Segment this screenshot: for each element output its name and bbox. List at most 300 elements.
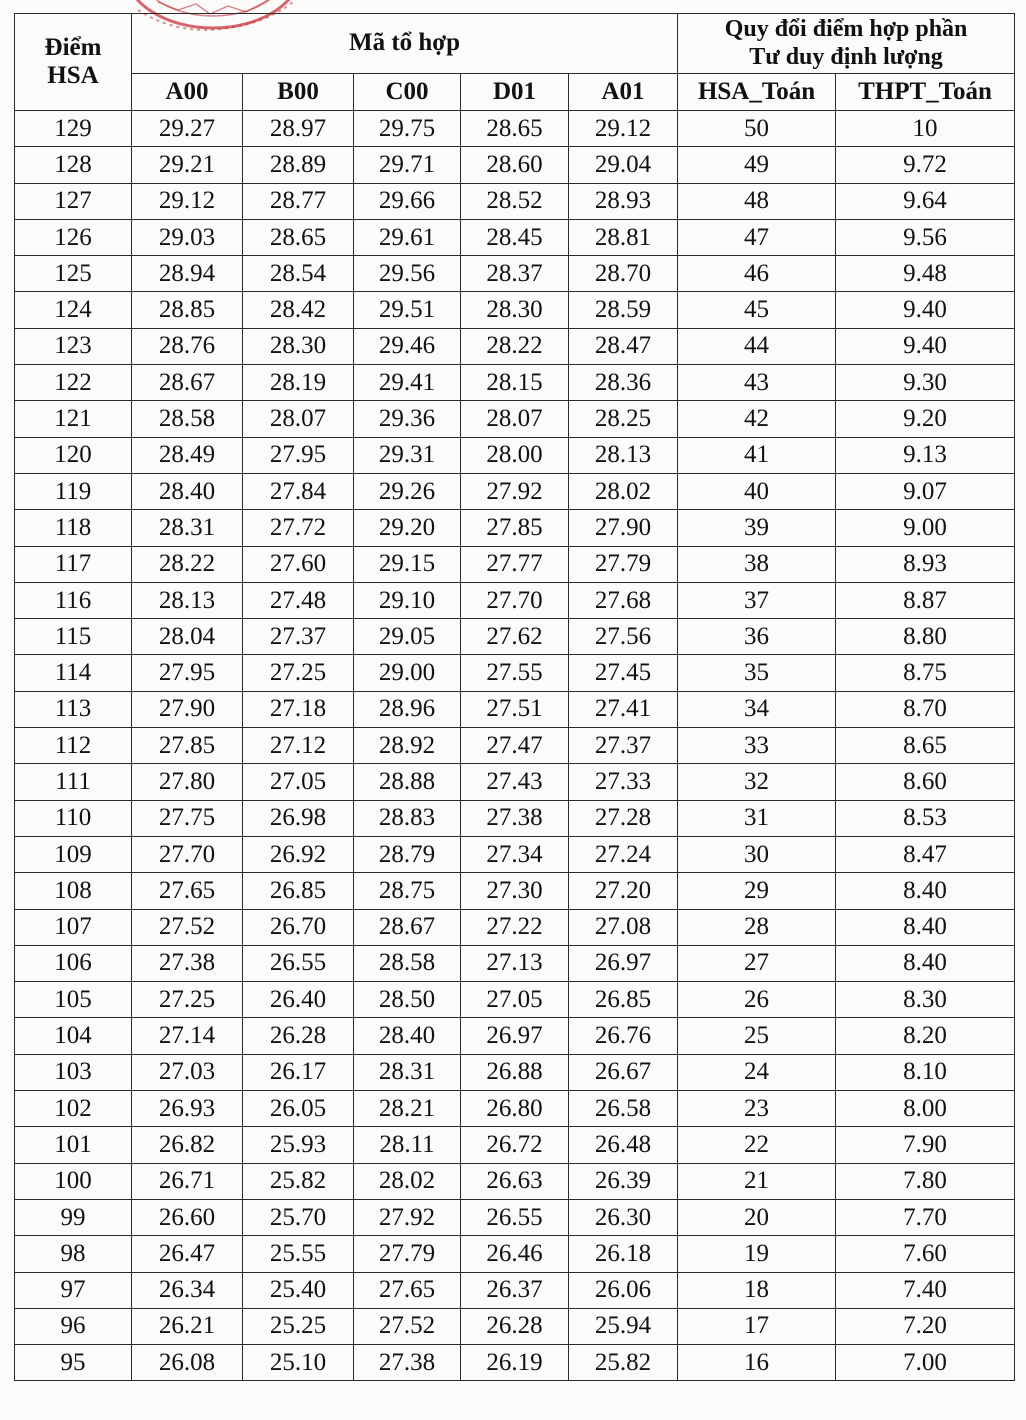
cell-d01: 27.70	[461, 582, 569, 618]
cell-thpt-toan: 10	[836, 111, 1015, 147]
table-row	[15, 691, 1015, 727]
cell-diem-hsa: 96	[15, 1308, 132, 1344]
cell-a00: 28.49	[132, 437, 243, 473]
cell-c00: 28.75	[354, 873, 461, 909]
cell-b00: 25.93	[243, 1127, 354, 1163]
cell-hsa-toan: 47	[678, 219, 836, 255]
cell-a01: 27.37	[569, 728, 678, 764]
cell-d01: 27.77	[461, 546, 569, 582]
cell-diem-hsa: 115	[15, 619, 132, 655]
cell-a01: 28.36	[569, 365, 678, 401]
cell-a00: 26.34	[132, 1272, 243, 1308]
cell-c00: 28.83	[354, 800, 461, 836]
cell-thpt-toan: 8.40	[836, 873, 1015, 909]
cell-c00: 28.92	[354, 728, 461, 764]
cell-a01: 28.02	[569, 473, 678, 509]
cell-hsa-toan: 18	[678, 1272, 836, 1308]
cell-b00: 26.28	[243, 1018, 354, 1054]
cell-b00: 27.48	[243, 582, 354, 618]
table-row	[15, 800, 1015, 836]
cell-d01: 28.00	[461, 437, 569, 473]
cell-c00: 27.65	[354, 1272, 461, 1308]
cell-diem-hsa: 100	[15, 1163, 132, 1199]
cell-hsa-toan: 16	[678, 1345, 836, 1381]
cell-d01: 27.51	[461, 691, 569, 727]
cell-diem-hsa: 121	[15, 401, 132, 437]
table-row	[15, 111, 1015, 147]
cell-diem-hsa: 108	[15, 873, 132, 909]
cell-a00: 28.85	[132, 292, 243, 328]
cell-c00: 29.10	[354, 582, 461, 618]
cell-c00: 29.51	[354, 292, 461, 328]
cell-hsa-toan: 17	[678, 1308, 836, 1344]
table-row	[15, 473, 1015, 509]
cell-b00: 28.54	[243, 256, 354, 292]
cell-b00: 28.97	[243, 111, 354, 147]
cell-thpt-toan: 9.48	[836, 256, 1015, 292]
cell-c00: 28.67	[354, 909, 461, 945]
cell-a00: 27.90	[132, 691, 243, 727]
cell-diem-hsa: 118	[15, 510, 132, 546]
header-col-thpt-toan: THPT_Toán	[836, 73, 1015, 110]
cell-a00: 27.38	[132, 945, 243, 981]
cell-a01: 28.59	[569, 292, 678, 328]
cell-d01: 26.46	[461, 1236, 569, 1272]
cell-a00: 26.21	[132, 1308, 243, 1344]
cell-b00: 28.77	[243, 183, 354, 219]
cell-hsa-toan: 50	[678, 111, 836, 147]
cell-c00: 28.21	[354, 1091, 461, 1127]
table-row	[15, 401, 1015, 437]
cell-c00: 29.15	[354, 546, 461, 582]
cell-c00: 28.40	[354, 1018, 461, 1054]
cell-c00: 29.66	[354, 183, 461, 219]
cell-a01: 27.45	[569, 655, 678, 691]
cell-hsa-toan: 26	[678, 982, 836, 1018]
cell-thpt-toan: 8.70	[836, 691, 1015, 727]
cell-d01: 28.65	[461, 111, 569, 147]
cell-d01: 27.22	[461, 909, 569, 945]
cell-a00: 27.14	[132, 1018, 243, 1054]
cell-b00: 26.70	[243, 909, 354, 945]
cell-diem-hsa: 129	[15, 111, 132, 147]
cell-b00: 25.40	[243, 1272, 354, 1308]
header-col-hsa-toan: HSA_Toán	[678, 73, 836, 110]
cell-a00: 28.94	[132, 256, 243, 292]
cell-hsa-toan: 34	[678, 691, 836, 727]
cell-thpt-toan: 9.07	[836, 473, 1015, 509]
cell-a01: 28.13	[569, 437, 678, 473]
cell-hsa-toan: 27	[678, 945, 836, 981]
cell-b00: 27.18	[243, 691, 354, 727]
cell-d01: 26.63	[461, 1163, 569, 1199]
cell-a01: 28.25	[569, 401, 678, 437]
table-row	[15, 1199, 1015, 1235]
cell-hsa-toan: 21	[678, 1163, 836, 1199]
table-row	[15, 1127, 1015, 1163]
cell-d01: 27.43	[461, 764, 569, 800]
cell-c00: 28.11	[354, 1127, 461, 1163]
cell-diem-hsa: 119	[15, 473, 132, 509]
cell-a00: 28.04	[132, 619, 243, 655]
cell-a01: 26.67	[569, 1054, 678, 1090]
cell-d01: 27.38	[461, 800, 569, 836]
cell-d01: 27.30	[461, 873, 569, 909]
cell-a00: 29.21	[132, 147, 243, 183]
cell-d01: 28.15	[461, 365, 569, 401]
cell-a01: 28.81	[569, 219, 678, 255]
cell-d01: 27.34	[461, 836, 569, 872]
cell-c00: 28.96	[354, 691, 461, 727]
cell-a00: 26.93	[132, 1091, 243, 1127]
cell-b00: 26.98	[243, 800, 354, 836]
cell-c00: 27.52	[354, 1308, 461, 1344]
cell-diem-hsa: 114	[15, 655, 132, 691]
cell-b00: 28.65	[243, 219, 354, 255]
table-row	[15, 256, 1015, 292]
table-row	[15, 873, 1015, 909]
cell-thpt-toan: 9.72	[836, 147, 1015, 183]
cell-thpt-toan: 8.60	[836, 764, 1015, 800]
cell-d01: 28.45	[461, 219, 569, 255]
cell-hsa-toan: 20	[678, 1199, 836, 1235]
cell-hsa-toan: 43	[678, 365, 836, 401]
cell-b00: 27.37	[243, 619, 354, 655]
cell-b00: 26.85	[243, 873, 354, 909]
cell-a01: 26.06	[569, 1272, 678, 1308]
cell-c00: 28.50	[354, 982, 461, 1018]
cell-b00: 28.89	[243, 147, 354, 183]
cell-hsa-toan: 35	[678, 655, 836, 691]
cell-b00: 27.95	[243, 437, 354, 473]
cell-c00: 28.88	[354, 764, 461, 800]
cell-a00: 27.03	[132, 1054, 243, 1090]
cell-thpt-toan: 8.47	[836, 836, 1015, 872]
cell-c00: 29.71	[354, 147, 461, 183]
cell-c00: 27.79	[354, 1236, 461, 1272]
cell-hsa-toan: 46	[678, 256, 836, 292]
cell-b00: 28.19	[243, 365, 354, 401]
cell-thpt-toan: 9.64	[836, 183, 1015, 219]
cell-a01: 27.20	[569, 873, 678, 909]
cell-diem-hsa: 104	[15, 1018, 132, 1054]
table-row	[15, 728, 1015, 764]
cell-a01: 26.58	[569, 1091, 678, 1127]
cell-b00: 27.05	[243, 764, 354, 800]
cell-a01: 28.47	[569, 328, 678, 364]
table-row	[15, 582, 1015, 618]
cell-d01: 26.19	[461, 1345, 569, 1381]
table-row	[15, 1163, 1015, 1199]
cell-d01: 26.28	[461, 1308, 569, 1344]
cell-diem-hsa: 126	[15, 219, 132, 255]
cell-c00: 27.92	[354, 1199, 461, 1235]
table-row	[15, 510, 1015, 546]
cell-diem-hsa: 102	[15, 1091, 132, 1127]
cell-thpt-toan: 8.00	[836, 1091, 1015, 1127]
cell-a01: 29.04	[569, 147, 678, 183]
cell-d01: 28.30	[461, 292, 569, 328]
cell-d01: 26.80	[461, 1091, 569, 1127]
cell-a01: 26.76	[569, 1018, 678, 1054]
table-row	[15, 1308, 1015, 1344]
cell-d01: 26.72	[461, 1127, 569, 1163]
cell-a00: 27.80	[132, 764, 243, 800]
score-conversion-table	[14, 13, 1015, 1381]
cell-thpt-toan: 7.20	[836, 1308, 1015, 1344]
cell-b00: 27.60	[243, 546, 354, 582]
cell-a00: 26.47	[132, 1236, 243, 1272]
cell-thpt-toan: 8.93	[836, 546, 1015, 582]
table-row	[15, 982, 1015, 1018]
cell-thpt-toan: 9.56	[836, 219, 1015, 255]
cell-diem-hsa: 97	[15, 1272, 132, 1308]
cell-b00: 25.82	[243, 1163, 354, 1199]
cell-diem-hsa: 123	[15, 328, 132, 364]
table-row	[15, 909, 1015, 945]
table-row	[15, 836, 1015, 872]
cell-thpt-toan: 8.20	[836, 1018, 1015, 1054]
cell-thpt-toan: 9.40	[836, 292, 1015, 328]
cell-d01: 27.05	[461, 982, 569, 1018]
cell-thpt-toan: 7.80	[836, 1163, 1015, 1199]
cell-hsa-toan: 32	[678, 764, 836, 800]
cell-hsa-toan: 30	[678, 836, 836, 872]
cell-diem-hsa: 125	[15, 256, 132, 292]
cell-a00: 26.08	[132, 1345, 243, 1381]
cell-b00: 28.07	[243, 401, 354, 437]
cell-a01: 28.93	[569, 183, 678, 219]
cell-d01: 26.88	[461, 1054, 569, 1090]
cell-thpt-toan: 8.40	[836, 945, 1015, 981]
cell-hsa-toan: 49	[678, 147, 836, 183]
cell-hsa-toan: 41	[678, 437, 836, 473]
cell-hsa-toan: 44	[678, 328, 836, 364]
cell-d01: 28.07	[461, 401, 569, 437]
header-quy-doi	[678, 14, 1015, 74]
cell-b00: 25.55	[243, 1236, 354, 1272]
header-diem-hsa	[15, 14, 132, 111]
cell-hsa-toan: 42	[678, 401, 836, 437]
cell-diem-hsa: 113	[15, 691, 132, 727]
cell-diem-hsa: 95	[15, 1345, 132, 1381]
table-header	[15, 14, 1015, 111]
cell-d01: 27.62	[461, 619, 569, 655]
cell-d01: 26.55	[461, 1199, 569, 1235]
header-col-a01: A01	[569, 73, 678, 110]
table-body	[15, 111, 1015, 1381]
cell-a01: 26.48	[569, 1127, 678, 1163]
cell-diem-hsa: 106	[15, 945, 132, 981]
header-col-a00: A00	[132, 73, 243, 110]
cell-c00: 29.26	[354, 473, 461, 509]
cell-b00: 26.40	[243, 982, 354, 1018]
cell-c00: 29.56	[354, 256, 461, 292]
cell-thpt-toan: 9.13	[836, 437, 1015, 473]
cell-c00: 28.58	[354, 945, 461, 981]
cell-a01: 27.56	[569, 619, 678, 655]
cell-thpt-toan: 8.30	[836, 982, 1015, 1018]
cell-hsa-toan: 31	[678, 800, 836, 836]
cell-thpt-toan: 7.60	[836, 1236, 1015, 1272]
header-col-d01: D01	[461, 73, 569, 110]
table-row	[15, 945, 1015, 981]
cell-b00: 27.25	[243, 655, 354, 691]
cell-hsa-toan: 48	[678, 183, 836, 219]
cell-a00: 29.12	[132, 183, 243, 219]
cell-c00: 29.75	[354, 111, 461, 147]
cell-a01: 27.08	[569, 909, 678, 945]
cell-diem-hsa: 99	[15, 1199, 132, 1235]
cell-b00: 26.05	[243, 1091, 354, 1127]
cell-thpt-toan: 9.30	[836, 365, 1015, 401]
table-row	[15, 328, 1015, 364]
cell-diem-hsa: 116	[15, 582, 132, 618]
cell-c00: 28.79	[354, 836, 461, 872]
cell-thpt-toan: 7.70	[836, 1199, 1015, 1235]
cell-d01: 27.13	[461, 945, 569, 981]
cell-thpt-toan: 8.65	[836, 728, 1015, 764]
cell-b00: 27.12	[243, 728, 354, 764]
header-col-b00: B00	[243, 73, 354, 110]
cell-thpt-toan: 7.90	[836, 1127, 1015, 1163]
cell-a00: 27.65	[132, 873, 243, 909]
table-row	[15, 1272, 1015, 1308]
table-row	[15, 764, 1015, 800]
cell-a00: 26.71	[132, 1163, 243, 1199]
cell-hsa-toan: 45	[678, 292, 836, 328]
cell-c00: 27.38	[354, 1345, 461, 1381]
cell-a00: 27.52	[132, 909, 243, 945]
cell-a01: 27.90	[569, 510, 678, 546]
cell-c00: 29.20	[354, 510, 461, 546]
cell-c00: 29.31	[354, 437, 461, 473]
cell-hsa-toan: 39	[678, 510, 836, 546]
cell-c00: 29.41	[354, 365, 461, 401]
cell-hsa-toan: 29	[678, 873, 836, 909]
cell-a01: 27.28	[569, 800, 678, 836]
cell-thpt-toan: 8.80	[836, 619, 1015, 655]
cell-diem-hsa: 105	[15, 982, 132, 1018]
table-row	[15, 219, 1015, 255]
cell-c00: 28.31	[354, 1054, 461, 1090]
cell-c00: 29.61	[354, 219, 461, 255]
cell-d01: 28.22	[461, 328, 569, 364]
table-row	[15, 655, 1015, 691]
cell-hsa-toan: 22	[678, 1127, 836, 1163]
cell-a00: 29.03	[132, 219, 243, 255]
cell-diem-hsa: 101	[15, 1127, 132, 1163]
cell-a01: 28.70	[569, 256, 678, 292]
cell-c00: 29.36	[354, 401, 461, 437]
cell-a01: 27.68	[569, 582, 678, 618]
cell-c00: 29.00	[354, 655, 461, 691]
header-quy-doi-line1: Quy đổi điểm hợp phần	[724, 16, 968, 43]
cell-hsa-toan: 23	[678, 1091, 836, 1127]
table-row	[15, 292, 1015, 328]
cell-hsa-toan: 25	[678, 1018, 836, 1054]
cell-d01: 28.37	[461, 256, 569, 292]
cell-a01: 27.79	[569, 546, 678, 582]
cell-diem-hsa: 127	[15, 183, 132, 219]
cell-b00: 28.42	[243, 292, 354, 328]
cell-a00: 27.75	[132, 800, 243, 836]
cell-a00: 28.58	[132, 401, 243, 437]
cell-hsa-toan: 19	[678, 1236, 836, 1272]
cell-d01: 27.92	[461, 473, 569, 509]
cell-thpt-toan: 9.00	[836, 510, 1015, 546]
cell-thpt-toan: 8.87	[836, 582, 1015, 618]
cell-a01: 29.12	[569, 111, 678, 147]
cell-diem-hsa: 117	[15, 546, 132, 582]
cell-d01: 27.85	[461, 510, 569, 546]
cell-diem-hsa: 109	[15, 836, 132, 872]
cell-a01: 27.24	[569, 836, 678, 872]
cell-a00: 26.82	[132, 1127, 243, 1163]
cell-d01: 26.97	[461, 1018, 569, 1054]
cell-diem-hsa: 103	[15, 1054, 132, 1090]
cell-c00: 29.05	[354, 619, 461, 655]
cell-hsa-toan: 28	[678, 909, 836, 945]
cell-a00: 27.85	[132, 728, 243, 764]
cell-thpt-toan: 9.40	[836, 328, 1015, 364]
cell-hsa-toan: 24	[678, 1054, 836, 1090]
cell-a00: 26.60	[132, 1199, 243, 1235]
cell-b00: 27.84	[243, 473, 354, 509]
cell-thpt-toan: 9.20	[836, 401, 1015, 437]
cell-a01: 26.85	[569, 982, 678, 1018]
cell-hsa-toan: 37	[678, 582, 836, 618]
table-row	[15, 619, 1015, 655]
cell-hsa-toan: 40	[678, 473, 836, 509]
cell-d01: 28.52	[461, 183, 569, 219]
cell-diem-hsa: 98	[15, 1236, 132, 1272]
cell-diem-hsa: 112	[15, 728, 132, 764]
cell-a00: 28.76	[132, 328, 243, 364]
cell-a00: 28.22	[132, 546, 243, 582]
cell-a01: 25.94	[569, 1308, 678, 1344]
cell-d01: 27.55	[461, 655, 569, 691]
cell-a00: 28.67	[132, 365, 243, 401]
cell-thpt-toan: 8.53	[836, 800, 1015, 836]
cell-a00: 27.70	[132, 836, 243, 872]
cell-thpt-toan: 8.10	[836, 1054, 1015, 1090]
cell-a01: 26.39	[569, 1163, 678, 1199]
cell-diem-hsa: 110	[15, 800, 132, 836]
table-row	[15, 437, 1015, 473]
cell-diem-hsa: 107	[15, 909, 132, 945]
cell-a01: 26.97	[569, 945, 678, 981]
table-row	[15, 1091, 1015, 1127]
cell-diem-hsa: 120	[15, 437, 132, 473]
cell-hsa-toan: 36	[678, 619, 836, 655]
cell-a00: 29.27	[132, 111, 243, 147]
cell-diem-hsa: 111	[15, 764, 132, 800]
table-row	[15, 183, 1015, 219]
header-diem-hsa-line2: HSA	[47, 62, 99, 89]
cell-hsa-toan: 38	[678, 546, 836, 582]
cell-c00: 29.46	[354, 328, 461, 364]
table-row	[15, 1018, 1015, 1054]
cell-thpt-toan: 8.75	[836, 655, 1015, 691]
cell-thpt-toan: 8.40	[836, 909, 1015, 945]
cell-d01: 28.60	[461, 147, 569, 183]
cell-a00: 28.31	[132, 510, 243, 546]
header-ma-to-hop: Mã tổ hợp	[132, 14, 678, 74]
cell-diem-hsa: 122	[15, 365, 132, 401]
cell-b00: 27.72	[243, 510, 354, 546]
table-row	[15, 546, 1015, 582]
